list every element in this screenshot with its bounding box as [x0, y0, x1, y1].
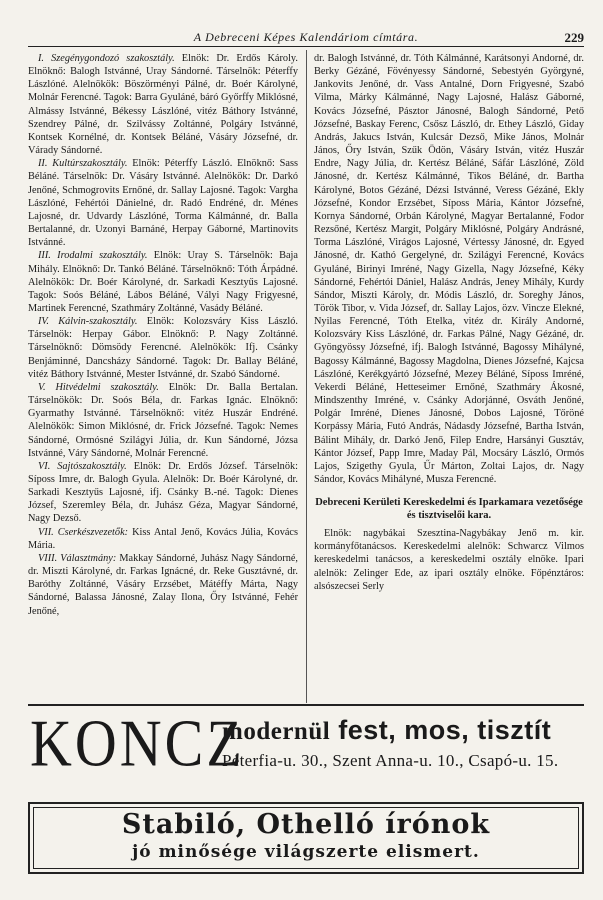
section-heading: VII. Cserkészvezetők:	[38, 526, 129, 538]
section-text: Makkay Sándorné, Juhász Nagy Sándorné, dr. Miszti Károlyné, dr. Farkas Ignácné, dr. Reke Gusztávné, dr. Baróthy Zoltánné, Vásáry Erzsébet, Mátéffy Márta, Nagy Sándorné, Balassa Jánosné, Zalay Ilona, Őry Istvánné, Fehér Jenőné,	[28, 552, 299, 617]
section-heading: II. Kultúrszakosztály.	[38, 158, 128, 170]
koncz-advert	[28, 707, 584, 799]
section-heading: V. Hitvédelmi szakosztály.	[38, 381, 159, 393]
section-heading: III. Irodalmi szakosztály.	[38, 250, 148, 262]
koncz-slogan-main: fest, mos, tisztít	[338, 715, 552, 745]
section-text: Elnök: Péterffy László. Elnöknő: Sass Béláné. Társelnök: Dr. Vásáry Istvánné. Alelnökök: Dr. Darkó Jenőné, Schmogrovits Ernőné, dr. Sallay Lajosné. Tagok: Vargha Lászlóné, Fehértói Dánielné, dr. Radó Endréné, dr. Ménes Lajosné, dr. Udvardy Lászlóné, Torma Kálmánné, dr. Balla Bertalanné, dr. Uzonyi Barnáné, Herpay Gáborné, Martinovits Istvánné.	[28, 158, 298, 249]
stabilo-advert	[28, 802, 584, 874]
chamber-heading: Debreceni Kerületi Kereskedelmi és Iparkamara vezetősége és tisztviselői kara.	[315, 497, 583, 522]
koncz-slogan	[222, 715, 551, 747]
left-column	[28, 52, 298, 618]
section-paragraph	[28, 52, 298, 157]
section-paragraph	[28, 315, 298, 381]
right-column	[314, 52, 584, 593]
chamber-paragraph: Elnök: nagybákai Szesztina-Nagybákay Jenő m. kir. kormányfőtanácsos. Kereskedelmi alelnök: Schwarcz Vilmos kereskedelmi tanácsos, a kereskedelmi osztály elnöke. Ipari alelnök: Zelinger Ede, az ipari osztály elnöke. Főpénztáros: alsószecsei Serly	[314, 528, 584, 592]
column-divider	[306, 50, 307, 703]
koncz-logo-text: KONCZ	[30, 705, 245, 781]
section-heading: IV. Kálvin-szakosztály.	[38, 316, 138, 328]
koncz-addresses: Péterfia-u. 30., Szent Anna-u. 10., Csapó-u. 15.	[222, 751, 559, 770]
section-paragraph	[28, 249, 298, 315]
stabilo-advert-headline: Stabiló, Othelló írónok	[121, 809, 491, 840]
running-header	[28, 30, 584, 47]
section-text: Elnök: Dr. Erdős József. Társelnök: Síposs Imre, dr. Balogh Gyula. Alelnök: Dr. Boér Károlyné, dr. Sarkadi Kesztyűs Lajosné, ifj. Csánky B.-né. Tagok: Dienes József, Szeremley Béla, dr. Juhász Géza, Magyar Sándorné, Nagy Dezső.	[28, 460, 298, 525]
section-paragraph	[28, 526, 298, 552]
page	[28, 0, 584, 900]
section-paragraph	[28, 157, 298, 249]
header-title: A Debreceni Képes Kalendáriom címtára.	[193, 30, 419, 44]
section-text: Elnök: Dr. Erdős Károly. Elnöknő: Balogh Istvánné, Uray Sándorné. Társelnök: Péterffy Lászlóné. Alelnökök: Böszörményi Pálné, dr. Boér Károlyné, Molnár Ferencné. Tagok: Barra Gyuláné, báró Győrffy Miklósné, Almássy Istvánné, Békessy Lászlóné, vitéz Báthory Istvánné, Szendrey Pálné, dr. Szilvássy Zoltánné, Polgáry Istvánné, Kontsek Kornélné, dr. Kontsek Béláné, Vásáry Józsefné, dr. Várady Sándorné.	[28, 53, 298, 157]
section-text: Elnök: Kolozsváry Kiss László. Társelnök: Herpay Gábor. Elnöknő: P. Nagy Zoltánné. Társelnöknő: Dömsödy Ferencné. Alelnökök: Ifj. Csánky Benjáminné, Dancsházy Sándorné. Tagok: Dr. Ballay Béláné, vitéz Báthory Istvánné, Mester Istvánné, dr. Szabó Sándorné.	[28, 316, 298, 380]
section-paragraph	[28, 381, 298, 460]
section-heading: VIII. Választmány:	[38, 552, 117, 564]
section-paragraph	[28, 460, 298, 526]
section-text: Kiss Antal Jenő, Kovács Júlia, Kovács Mária.	[28, 526, 298, 551]
koncz-slogan-prefix: modernül	[222, 718, 331, 745]
section-paragraph	[28, 552, 298, 618]
section-text: Elnök: Uray S. Társelnök: Baja Mihály. Elnöknő: Dr. Tankó Béláné. Társelnöknő: Tóth Árpádné. Alelnökök: Dr. Boér Károlyné, dr. Sarkadi Kesztyűs Lajosné. Tagok: Soós Béláné, Lábos Béláné, Vályi Nagy Frigyesné, Martinek Ferencné, Szathmáry Zoltánné, Vasády Béláné.	[28, 250, 298, 314]
section-heading: VI. Sajtószakosztály.	[38, 460, 127, 472]
continuation-paragraph: dr. Balogh Istvánné, dr. Tóth Kálmánné, Karátsonyi Andorné, dr. Berky Gézáné, Fövényessy Sándorné, Sebestyén Györgyné, Jankovits Jenőné, dr. Vass Antalné, Dorn Frigyesné, Szabó Vilma, Márky Kálmánné, Nagy Lajosné, Halász Gáborné, Kovács Józsefné, Pásztor Jánosné, Balogh Sándorné, Pető Józsefné, Baskay Ferenc, Csősz László, dr. Ethey László, Giday András, Jakucs István, Kulcsár Dezső, Mike János, Molnár János, Őry István, Szűk Ödön, Vásáry István, vitéz Huszár Endre, Nagy Júlia, dr. Kertész Béláné, Sáfár Lászlóné, Zöld Jánosné, dr. Kertész Kálmánné, Tikos Béláné, dr. Bartha Károlyné, Botos Gézáné, Dézsi Istvánné, Veress Gézáné, Ekly Józsefné, Kondor Erzsébet, Síposs Mária, Kántor Józsefné, Kornya Sándorné, Orbán Károlyné, Magyar Bertalanné, Fodor Rezsőné, Kertész Margit, Polgáry Miklósné, Polgáry Andrásné, Torma Lászlóné, Virágos Lajosné, Vértessy Jánosné, dr. Egyed Jánosné, dr. Kathó Gergelyné, dr. Szilágyi Ferencné, Kovács Gyuláné, Birinyi Imréné, Nagy Gizella, Nagy Józsefné, Kéky Sándorné, Fehértói Dániel, Halász András, Jeney Mihály, Kurdy Sándor, Miszti Károly, dr. Módis László, dr. Soreghy János, Török Tibor, v. Vida József, dr. Sallay Lajos, özv. Vincze Elekné, Nyilas Ferencné, Tóth Etelka, vitéz dr. Király Andorné, Kolozsváry Kiss Lászlóné, dr. Farkas Pálné, Nagy Gézáné, dr. Gyöngyössy Józsefné, ifj. Balogh Istvánné, Bagossy Mihályné, Bagossy Kálmánné, Bagossy Magdolna, Dienes Józsefné, Kajcsa Lászlóné, Kerékgyártó Józsefné, Mezey Béláné, Síposs Imréné, Vekerdi Béláné, Hetteseimer Ernőné, Szathmáry Ákosné, Mindszenthy Imréné, v. Csánky Adorjánné, Osváth Jenőné, Polgár Imréné, Dienes Jánosné, Dobos Lajosné, Tőröné Korpássy Mária, Futó András, Nádasdy Józsefné, Bartha István, Bálint Mihály, dr. Darkó Jenő, Filep Endre, Harsányi Gusztáv, Kántor József, Papp Imre, Maday Pál, Mocsáry László, Ormós Lajos, Szigethy Gyula, Űr Márton, Zoltai Lajos, dr. Nagy Sándor, Kovács Mihályné, Musza Ferencné.	[314, 53, 584, 485]
page-number: 229	[564, 30, 584, 45]
section-heading: I. Szegénygondozó szakosztály.	[38, 53, 175, 64]
section-text: Elnök: Dr. Balla Bertalan. Társelnökök: Dr. Soós Béla, dr. Farkas Ignác. Elnöknő: Gyarmathy Istvánné. Társelnöknő: vitéz Huszár Endréné. Alelnökök: Simon Miklósné, dr. Frick Józsefné. Tagok: Nemes Sándorné, Ormósné Szilágyi Júlia, dr. Kun Sándorné, Józsa Istvánné, Váry Sándorné, Molnár Ferencné.	[28, 381, 299, 459]
stabilo-advert-tagline: jó minősége világszerte elismert.	[132, 842, 480, 862]
